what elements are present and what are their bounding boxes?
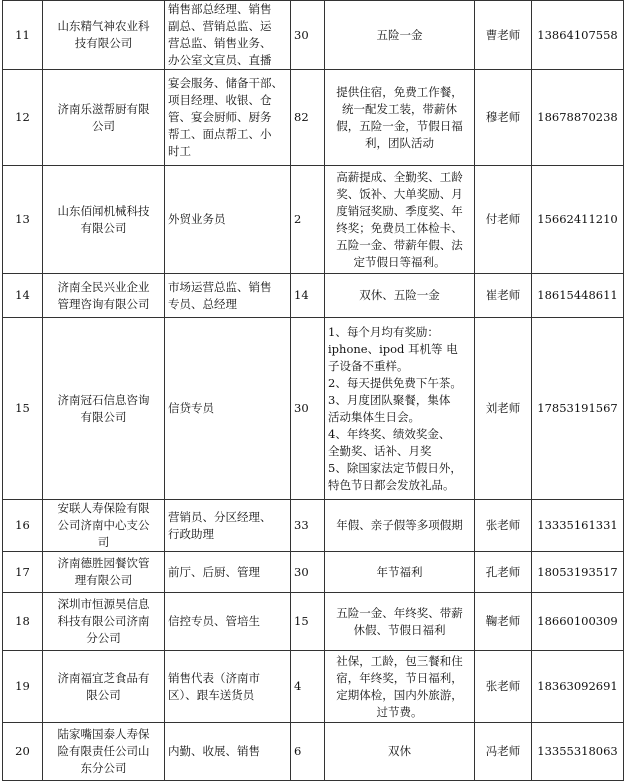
positions-line: 外贸业务员 xyxy=(168,212,226,226)
positions-line: 时工 xyxy=(168,144,191,158)
benefits-line: 双休 xyxy=(388,744,411,758)
positions-cell xyxy=(165,593,291,651)
company-name-line: 管理咨询有限公司 xyxy=(57,296,150,311)
benefits-line: 2、每天提供免费下午茶。 xyxy=(328,375,462,390)
company-name-line: 深圳市恒源昊信息 xyxy=(57,597,150,611)
benefits-cell xyxy=(325,318,475,500)
positions-cell xyxy=(165,70,291,166)
company-name-line: 山东精气神农业科 xyxy=(57,19,150,33)
table-row xyxy=(3,651,624,723)
company-name-line: 司 xyxy=(97,535,110,549)
benefits-line: 定节假日等福利。 xyxy=(353,254,446,269)
company-name-cell xyxy=(43,500,165,552)
benefits-line: 终奖；免费员工体检卡、 xyxy=(336,220,463,235)
company-name-line: 济南全民兴业企业 xyxy=(57,279,150,294)
contact-person: 孔老师 xyxy=(485,564,521,579)
benefits-line: 5、除国家法定节假日外， xyxy=(328,460,462,475)
row-number: 14 xyxy=(15,288,30,302)
company-name-cell xyxy=(43,651,165,723)
row-number-cell xyxy=(3,274,43,318)
positions-cell xyxy=(165,651,291,723)
benefits-cell xyxy=(325,70,475,166)
phone-number: 18678870238 xyxy=(537,110,618,124)
headcount-cell xyxy=(291,651,325,723)
row-number-cell xyxy=(3,593,43,651)
row-number-cell xyxy=(3,1,43,70)
contact-person: 鞠老师 xyxy=(485,614,521,628)
company-name-cell xyxy=(43,318,165,500)
recruitment-table xyxy=(2,0,624,781)
benefits-line: 双休、五险一金 xyxy=(359,288,440,302)
table-row xyxy=(3,70,624,166)
company-name-line: 技有限公司 xyxy=(74,36,133,50)
headcount-cell xyxy=(291,552,325,593)
positions-line: 信贷专员 xyxy=(168,401,214,415)
row-number-cell xyxy=(3,166,43,274)
contact-person: 穆老师 xyxy=(485,110,521,124)
phone-number-cell xyxy=(532,70,624,166)
headcount-cell xyxy=(291,70,325,166)
positions-cell xyxy=(165,552,291,593)
benefits-line: 统一配发工装，带薪休 xyxy=(342,101,457,116)
positions-line: 信控专员、管培生 xyxy=(168,614,260,628)
phone-number-cell xyxy=(532,593,624,651)
contact-person-cell xyxy=(475,651,532,723)
headcount: 14 xyxy=(294,288,309,302)
phone-number-cell xyxy=(532,1,624,70)
benefits-line: 休假、节假日福利 xyxy=(353,622,446,637)
phone-number-cell xyxy=(532,274,624,318)
benefits-line: 活动集体生日会。 xyxy=(328,409,420,424)
headcount: 30 xyxy=(294,401,309,415)
headcount: 4 xyxy=(294,679,302,693)
benefits-line: 提供住宿，免费工作餐， xyxy=(336,84,463,99)
row-number: 18 xyxy=(15,614,30,628)
benefits-line: 年节福利 xyxy=(376,564,423,579)
benefits-line: 假，五险一金，节假日福 xyxy=(336,118,463,133)
table-row xyxy=(3,318,624,500)
positions-line: 销售代表（济南市 xyxy=(168,670,260,685)
phone-number-cell xyxy=(532,318,624,500)
company-name-cell xyxy=(43,552,165,593)
benefits-line: 奖、饭补、大单奖励、月 xyxy=(336,186,463,201)
phone-number: 13335161331 xyxy=(537,518,618,532)
phone-number: 13864107558 xyxy=(537,27,618,42)
company-name-line: 科技有限公司济南 xyxy=(57,614,150,628)
benefits-line: 宿，年终奖，节日福利， xyxy=(336,670,463,685)
benefits-line: 五险一金、年终奖、带薪 xyxy=(336,605,463,620)
benefits-line: 定期体检，国内外旅游， xyxy=(336,687,463,702)
phone-number-cell xyxy=(532,552,624,593)
headcount: 82 xyxy=(294,110,309,124)
row-number-cell xyxy=(3,723,43,781)
positions-line: 市场运营总监、销售 xyxy=(168,279,272,294)
row-number: 12 xyxy=(15,110,30,124)
positions-cell xyxy=(165,723,291,781)
headcount: 30 xyxy=(294,27,309,42)
table-row xyxy=(3,274,624,318)
row-number-cell xyxy=(3,552,43,593)
contact-person: 冯老师 xyxy=(485,744,521,758)
benefits-line: 年假、亲子假等多项假期 xyxy=(336,518,463,532)
headcount-cell xyxy=(291,500,325,552)
benefits-line: 五险一金 xyxy=(376,27,423,42)
benefits-line: 过节费。 xyxy=(376,704,423,719)
contact-person-cell xyxy=(475,318,532,500)
contact-person-cell xyxy=(475,166,532,274)
phone-number: 18053193517 xyxy=(537,564,618,579)
company-name-line: 陆家嘴国泰人寿保 xyxy=(57,727,150,741)
positions-line: 专员、总经理 xyxy=(168,296,237,311)
headcount: 33 xyxy=(294,518,309,532)
company-name-line: 公司 xyxy=(92,118,115,133)
row-number: 20 xyxy=(15,744,30,758)
headcount: 2 xyxy=(294,212,302,226)
positions-line: 帮工、面点帮工、小 xyxy=(168,127,272,141)
positions-cell xyxy=(165,274,291,318)
headcount: 15 xyxy=(294,614,309,628)
company-name-line: 理有限公司 xyxy=(74,573,133,587)
table-row xyxy=(3,552,624,593)
positions-line: 前厅、后厨、管理 xyxy=(168,564,260,579)
contact-person-cell xyxy=(475,552,532,593)
benefits-line: 子设备不重样。 xyxy=(328,358,409,373)
company-name-line: 限公司 xyxy=(86,687,121,702)
headcount: 6 xyxy=(294,744,302,758)
company-name-cell xyxy=(43,723,165,781)
row-number-cell xyxy=(3,318,43,500)
company-name-line: 安联人寿保险有限 xyxy=(57,501,150,515)
contact-person: 曹老师 xyxy=(485,27,521,42)
phone-number: 15662411210 xyxy=(537,212,618,226)
table-row xyxy=(3,593,624,651)
company-name-cell xyxy=(43,593,165,651)
positions-line: 区）、跟车送货员 xyxy=(168,687,255,702)
headcount-cell xyxy=(291,593,325,651)
benefits-cell xyxy=(325,552,475,593)
benefits-line: iphone、ipod 耳机等 电 xyxy=(328,341,458,356)
benefits-cell xyxy=(325,651,475,723)
benefits-cell xyxy=(325,274,475,318)
row-number: 16 xyxy=(15,518,30,532)
phone-number: 18660100309 xyxy=(537,614,618,628)
phone-number-cell xyxy=(532,651,624,723)
positions-cell xyxy=(165,500,291,552)
contact-person-cell xyxy=(475,593,532,651)
table-row xyxy=(3,1,624,70)
contact-person: 刘老师 xyxy=(485,401,521,415)
row-number: 19 xyxy=(15,679,30,693)
contact-person-cell xyxy=(475,1,532,70)
positions-line: 内勤、收展、销售 xyxy=(168,744,260,758)
headcount-cell xyxy=(291,1,325,70)
company-name-line: 有限公司 xyxy=(80,220,127,235)
benefits-cell xyxy=(325,500,475,552)
benefits-line: 3、月度团队聚餐，集体 xyxy=(328,392,451,407)
phone-number: 13355318063 xyxy=(537,744,618,758)
table-body xyxy=(3,1,624,781)
benefits-line: 五险一金、带薪年假、法 xyxy=(336,237,463,252)
contact-person: 付老师 xyxy=(485,212,521,226)
row-number: 11 xyxy=(15,27,30,42)
row-number: 15 xyxy=(15,401,30,415)
contact-person: 崔老师 xyxy=(485,288,521,302)
row-number: 13 xyxy=(15,212,30,226)
positions-line: 管、宴会厨师、厨务 xyxy=(168,110,272,124)
benefits-cell xyxy=(325,1,475,70)
company-name-line: 东分公司 xyxy=(80,761,127,775)
company-name-line: 济南冠石信息咨询 xyxy=(57,392,150,407)
company-name-line: 有限公司 xyxy=(80,409,127,424)
benefits-line: 全勤奖、话补、月奖 xyxy=(328,443,432,458)
positions-line: 宴会服务、储备干部、 xyxy=(168,76,283,90)
positions-cell xyxy=(165,166,291,274)
row-number-cell xyxy=(3,651,43,723)
headcount-cell xyxy=(291,318,325,500)
company-name-line: 济南福宜芝食品有 xyxy=(57,670,150,685)
company-name-line: 分公司 xyxy=(86,631,121,645)
positions-line: 副总、营销总监、运 xyxy=(168,19,272,33)
row-number-cell xyxy=(3,500,43,552)
benefits-cell xyxy=(325,166,475,274)
phone-number-cell xyxy=(532,166,624,274)
headcount-cell xyxy=(291,274,325,318)
row-number-cell xyxy=(3,70,43,166)
phone-number: 18615448611 xyxy=(537,288,618,302)
company-name-cell xyxy=(43,70,165,166)
table-row xyxy=(3,166,624,274)
positions-cell xyxy=(165,1,291,70)
contact-person-cell xyxy=(475,723,532,781)
benefits-line: 4、年终奖、绩效奖金、 xyxy=(328,426,451,441)
company-name-line: 公司济南中心支公 xyxy=(57,518,150,532)
benefits-line: 度销冠奖励、季度奖、年 xyxy=(336,203,463,218)
contact-person: 张老师 xyxy=(485,679,521,693)
headcount-cell xyxy=(291,166,325,274)
phone-number-cell xyxy=(532,500,624,552)
headcount: 30 xyxy=(294,564,309,579)
company-name-cell xyxy=(43,1,165,70)
company-name-line: 险有限责任公司山 xyxy=(57,744,150,758)
company-name-line: 山东佰闻机械科技 xyxy=(57,203,150,218)
company-name-line: 济南乐滋帮厨有限 xyxy=(57,101,150,116)
positions-line: 销售部总经理、销售 xyxy=(168,2,272,16)
benefits-cell xyxy=(325,723,475,781)
contact-person-cell xyxy=(475,500,532,552)
positions-line: 营销员、分区经理、 xyxy=(168,509,272,524)
table-row xyxy=(3,723,624,781)
positions-cell xyxy=(165,318,291,500)
phone-number: 18363092691 xyxy=(537,679,618,693)
headcount-cell xyxy=(291,723,325,781)
company-name-cell xyxy=(43,274,165,318)
phone-number: 17853191567 xyxy=(537,401,618,415)
benefits-line: 特色节日都会发放礼品。 xyxy=(328,477,455,492)
contact-person-cell xyxy=(475,70,532,166)
company-name-cell xyxy=(43,166,165,274)
company-name-line: 济南德胜园餐饮管 xyxy=(57,556,150,570)
positions-line: 营总监、销售业务、 xyxy=(168,36,272,50)
phone-number-cell xyxy=(532,723,624,781)
positions-line: 行政助理 xyxy=(168,526,214,541)
benefits-line: 利，团队活动 xyxy=(365,135,434,150)
benefits-cell xyxy=(325,593,475,651)
contact-person: 张老师 xyxy=(485,518,521,532)
positions-line: 办公室文宣员、直播 xyxy=(168,53,272,67)
contact-person-cell xyxy=(475,274,532,318)
positions-line: 项目经理、收银、仓 xyxy=(168,93,272,107)
benefits-line: 社保，工龄，包三餐和住 xyxy=(336,653,463,668)
table-row xyxy=(3,500,624,552)
row-number: 17 xyxy=(15,564,30,579)
benefits-line: 1、每个月均有奖励： xyxy=(328,324,439,339)
benefits-line: 高薪提成、全勤奖、工龄 xyxy=(336,169,463,184)
